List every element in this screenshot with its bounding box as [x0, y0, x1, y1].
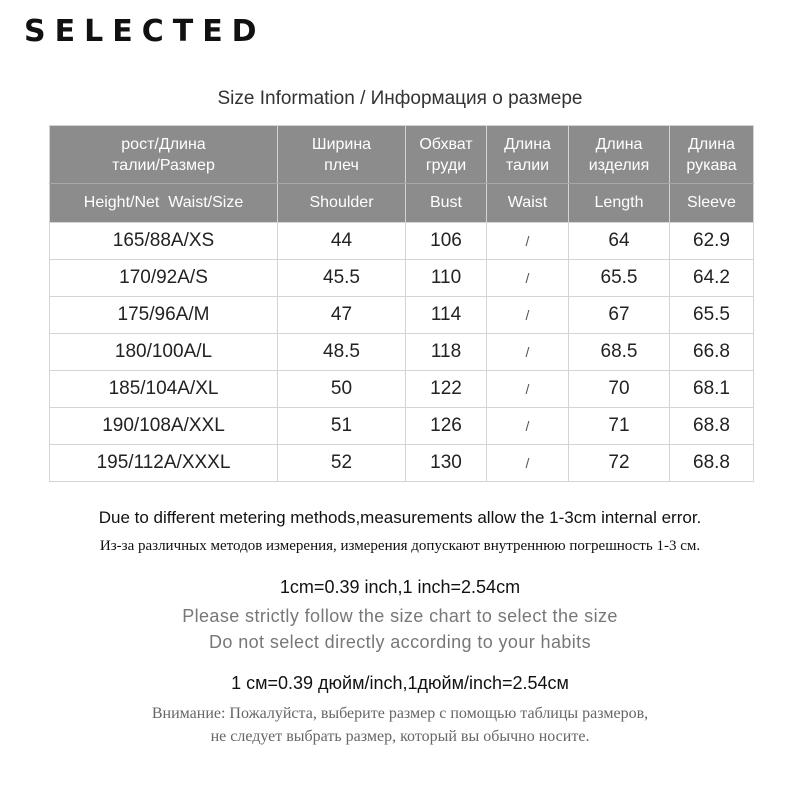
table-row: [50, 334, 754, 371]
cell-sleeve: 65.5: [670, 297, 754, 334]
cell-size: 175/96A/M: [50, 297, 278, 334]
header-ru-shoulder: Ширина плеч: [278, 126, 406, 184]
cell-bust: 130: [406, 445, 487, 482]
brand-logo: SELECTED: [24, 14, 266, 49]
cell-shoulder: 50: [278, 371, 406, 408]
cell-size: 195/112A/XXXL: [50, 445, 278, 482]
cell-sleeve: 68.8: [670, 445, 754, 482]
conversion-note-ru: 1 см=0.39 дюйм/inch,1дюйм/inch=2.54см: [231, 673, 569, 693]
cell-waist: /: [487, 223, 569, 260]
table-row: [50, 297, 754, 334]
conversion-note-en: 1cm=0.39 inch,1 inch=2.54cm: [279, 577, 521, 597]
header-en-shoulder: Shoulder: [278, 184, 406, 223]
cell-waist: /: [487, 445, 569, 482]
attention-note-ru-line1: Внимание: Пожалуйста, выберите размер с помощью таблицы размеров,: [151, 705, 649, 722]
cell-bust: 106: [406, 223, 487, 260]
habits-note: Do not select directly according to your habits: [209, 632, 591, 652]
cell-sleeve: 68.1: [670, 371, 754, 408]
follow-chart-note: Please strictly follow the size chart to select the size: [182, 606, 618, 626]
cell-shoulder: 47: [278, 297, 406, 334]
table-row: [50, 223, 754, 260]
cell-size: 165/88A/XS: [50, 223, 278, 260]
cell-waist: /: [487, 334, 569, 371]
cell-bust: 110: [406, 260, 487, 297]
cell-length: 68.5: [569, 334, 670, 371]
header-en-height-size: Height/Net Waist/Size: [50, 184, 278, 223]
header-en-waist: Waist: [487, 184, 569, 223]
cell-length: 65.5: [569, 260, 670, 297]
cell-shoulder: 52: [278, 445, 406, 482]
header-en-bust: Bust: [406, 184, 487, 223]
header-en-sleeve: Sleeve: [670, 184, 754, 223]
cell-bust: 126: [406, 408, 487, 445]
cell-bust: 118: [406, 334, 487, 371]
attention-note-ru-line2: не следует выбрать размер, который вы обычно носите.: [210, 728, 590, 745]
cell-size: 180/100A/L: [50, 334, 278, 371]
table-header-en: [50, 184, 754, 223]
table-header-ru: [50, 126, 754, 184]
cell-waist: /: [487, 408, 569, 445]
error-note-en: Due to different metering methods,measurements allow the 1-3cm internal error.: [98, 508, 702, 527]
cell-sleeve: 66.8: [670, 334, 754, 371]
error-note-ru: Из-за различных методов измерения, измерения допускают внутреннюю погрешность 1-3 см.: [99, 538, 701, 554]
table-row: [50, 445, 754, 482]
table-row: [50, 371, 754, 408]
cell-length: 64: [569, 223, 670, 260]
header-ru-bust: Обхват груди: [406, 126, 487, 184]
table-row: [50, 260, 754, 297]
cell-shoulder: 44: [278, 223, 406, 260]
cell-bust: 114: [406, 297, 487, 334]
cell-length: 71: [569, 408, 670, 445]
cell-length: 67: [569, 297, 670, 334]
size-table: [49, 125, 754, 482]
cell-sleeve: 68.8: [670, 408, 754, 445]
header-ru-length: Длина изделия: [569, 126, 670, 184]
cell-size: 185/104A/XL: [50, 371, 278, 408]
header-ru-height-size: рост/Длина талии/Размер: [50, 126, 278, 184]
table-row: [50, 408, 754, 445]
cell-sleeve: 62.9: [670, 223, 754, 260]
cell-size: 190/108A/XXL: [50, 408, 278, 445]
cell-length: 72: [569, 445, 670, 482]
header-ru-sleeve: Длина рукава: [670, 126, 754, 184]
cell-shoulder: 45.5: [278, 260, 406, 297]
cell-sleeve: 64.2: [670, 260, 754, 297]
cell-bust: 122: [406, 371, 487, 408]
cell-size: 170/92A/S: [50, 260, 278, 297]
cell-waist: /: [487, 260, 569, 297]
cell-length: 70: [569, 371, 670, 408]
cell-waist: /: [487, 297, 569, 334]
cell-shoulder: 48.5: [278, 334, 406, 371]
cell-waist: /: [487, 371, 569, 408]
header-ru-waist: Длина талии: [487, 126, 569, 184]
header-en-length: Length: [569, 184, 670, 223]
page-title: Size Information / Информация о размере: [217, 88, 583, 109]
cell-shoulder: 51: [278, 408, 406, 445]
